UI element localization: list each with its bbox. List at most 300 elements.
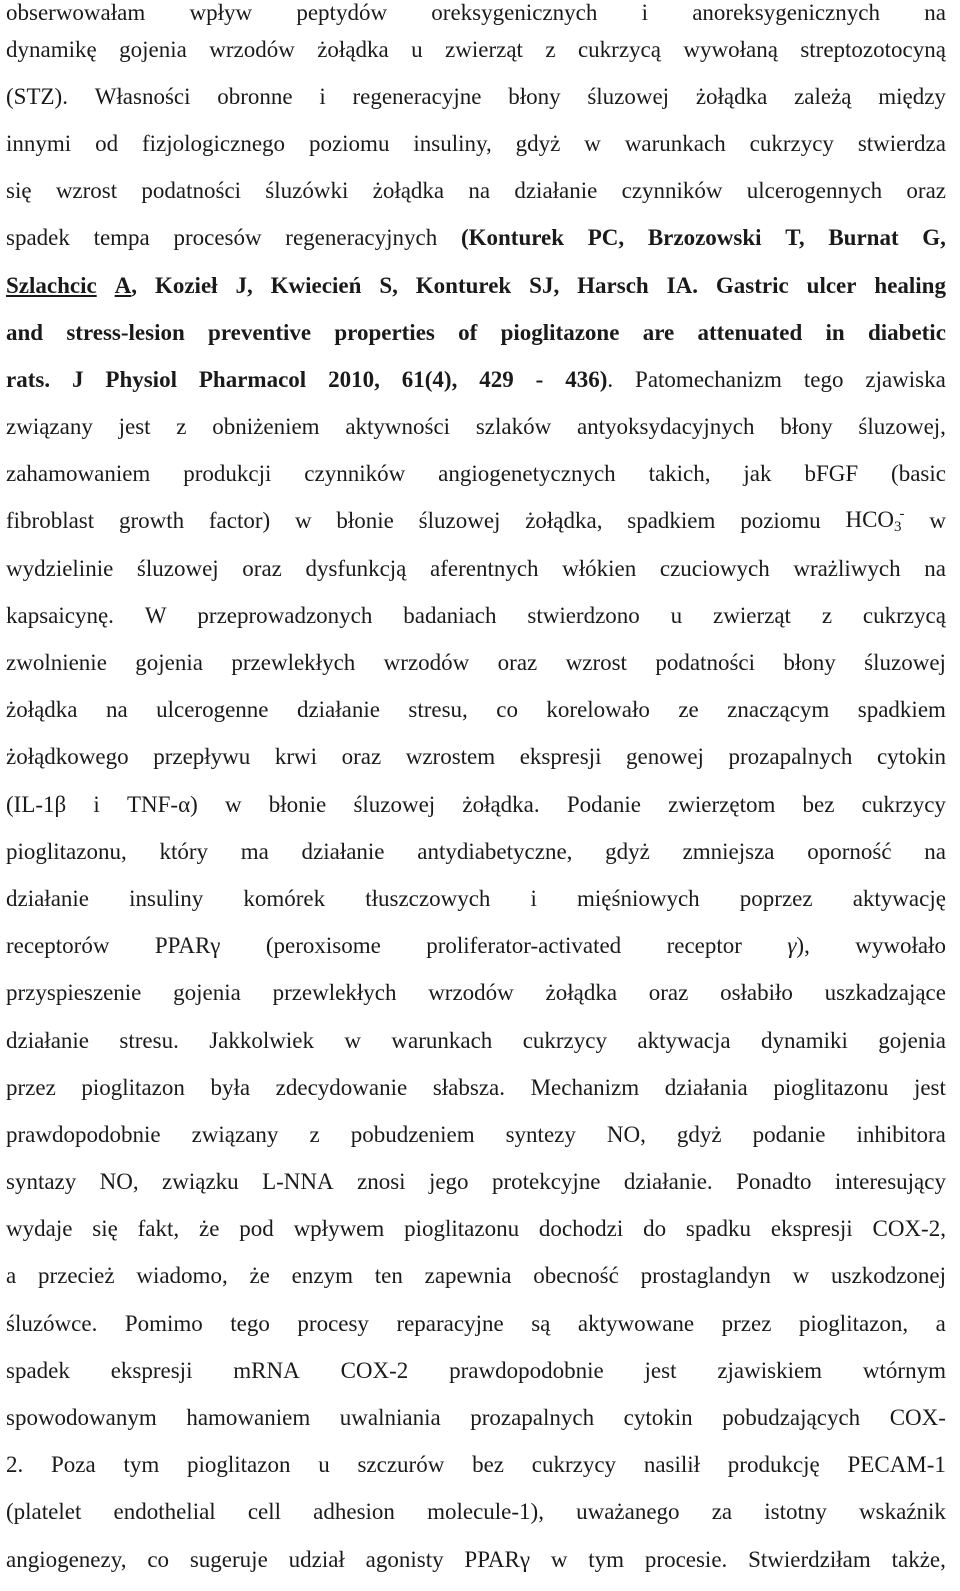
word [94, 225, 150, 251]
word [155, 273, 218, 299]
word [713, 603, 791, 629]
word [848, 1452, 946, 1478]
word [433, 1075, 505, 1101]
text-run: regeneracyjnych [285, 225, 438, 251]
text-run: pobudzających [722, 1405, 861, 1431]
word [125, 1311, 203, 1337]
text-line [6, 168, 946, 215]
text-run: a [935, 1310, 946, 1336]
text-line [6, 970, 946, 1017]
text-run: na [924, 838, 946, 864]
word [6, 1358, 70, 1384]
text-line [6, 828, 946, 875]
text-run: w [550, 1546, 568, 1572]
word [822, 603, 832, 629]
word [578, 1311, 694, 1337]
text-run: uszkadzające [824, 980, 946, 1006]
word [793, 556, 900, 582]
text-run: zapewnia [424, 1263, 512, 1289]
word [176, 414, 186, 440]
word [825, 980, 946, 1006]
word [119, 508, 184, 534]
text-run: szlaków [475, 414, 552, 440]
text-run: bFGF [804, 461, 859, 487]
word [643, 320, 675, 346]
text-run: spadkiem [857, 697, 946, 723]
word [624, 1169, 713, 1195]
text-run: żołądka [317, 36, 389, 62]
word [498, 650, 538, 676]
text-run: wzrostem [405, 744, 496, 770]
text-run: przecież [37, 1263, 115, 1289]
word [262, 1169, 334, 1195]
word [787, 933, 810, 959]
word [6, 886, 89, 912]
text-run: w [929, 508, 946, 534]
text-run: prawdopodobnie [6, 1121, 161, 1147]
text-run: Harsch [577, 272, 649, 298]
text-run: J [71, 366, 84, 392]
text-line [6, 215, 946, 262]
text-run: komórek [243, 885, 326, 911]
text-run: spadkiem [627, 508, 716, 534]
word [655, 650, 755, 676]
text-run: gdyż [515, 130, 561, 156]
text-run: ekspresji [519, 744, 602, 770]
word [137, 556, 219, 582]
text-line [6, 734, 946, 781]
text-line [6, 451, 946, 498]
text-run: PPARγ [154, 933, 221, 959]
word [764, 1499, 827, 1525]
text-run: jest [644, 1357, 677, 1383]
word [906, 178, 946, 204]
text-run: w [344, 1027, 361, 1053]
text-run: . [607, 366, 614, 392]
text-line [6, 404, 946, 451]
word [403, 603, 496, 629]
text-run: bez [802, 791, 835, 817]
text-run: także, [891, 1546, 946, 1572]
text-run: cukrzycy [531, 1452, 617, 1478]
text-run: ma [240, 838, 269, 864]
word [241, 839, 269, 865]
word [877, 744, 946, 770]
word [645, 1547, 727, 1573]
word [190, 1547, 268, 1573]
word [665, 1075, 748, 1101]
text-line [6, 875, 946, 922]
word [239, 1216, 274, 1242]
word [212, 414, 319, 440]
text-run: gojenia [173, 980, 241, 1006]
word [865, 367, 945, 393]
word [748, 1547, 871, 1573]
text-run: żołądka [545, 980, 618, 1006]
text-line [6, 498, 946, 545]
text-run: obserwowałam [6, 0, 146, 25]
word [753, 1122, 826, 1148]
text-run: interesujący [834, 1169, 946, 1195]
word [924, 0, 946, 26]
word [114, 1499, 216, 1525]
text-line [6, 1253, 946, 1300]
word [496, 697, 518, 723]
text-run: produkcję [727, 1452, 820, 1478]
text-run: 2. [6, 1452, 24, 1478]
text-run: fakt, [137, 1216, 180, 1242]
text-run: ekspresji [110, 1357, 193, 1383]
text-run: wiadomo, [136, 1263, 228, 1289]
text-run: uwalniania [339, 1405, 441, 1431]
text-run: na [105, 697, 128, 723]
word [546, 697, 649, 723]
text-run: proliferator-activated [426, 933, 622, 959]
word [717, 1358, 822, 1384]
word [728, 1452, 820, 1478]
text-run: czuciowych [659, 555, 770, 581]
text-run: działanie [296, 697, 380, 723]
word [425, 1263, 512, 1289]
text-run: prozapalnych [728, 744, 853, 770]
text-run: IA. [666, 272, 698, 298]
text-run: prozapalnych [470, 1405, 595, 1431]
text-run: oraz [341, 744, 382, 770]
word [197, 603, 372, 629]
word [807, 839, 891, 865]
word [872, 1216, 945, 1242]
word [6, 650, 107, 676]
text-run: procesy [297, 1310, 369, 1336]
text-run: błony [783, 650, 836, 676]
word [523, 1028, 607, 1054]
text-run: oreksygenicznych [431, 0, 598, 25]
text-run: 436) [565, 366, 608, 392]
text-run: dynamikę [6, 36, 97, 62]
word [525, 508, 602, 534]
text-run: ze [678, 697, 699, 723]
word [428, 980, 514, 1006]
text-run: ulcerogennych [746, 178, 883, 204]
text-run: ekspresji [770, 1216, 853, 1242]
word [562, 556, 636, 582]
word [6, 225, 70, 251]
text-run: hamowaniem [186, 1405, 311, 1431]
text-run: Stwierdziłam [748, 1546, 871, 1572]
word [660, 556, 770, 582]
word [577, 414, 755, 440]
word [807, 273, 857, 299]
word [119, 37, 187, 63]
text-run: wpływ [189, 0, 253, 25]
text-run: żołądka [6, 697, 78, 723]
word [6, 933, 109, 959]
text-run: od [95, 130, 119, 156]
word [863, 1358, 946, 1384]
text-run: związku [162, 1169, 239, 1195]
word [862, 792, 946, 818]
word [804, 367, 844, 393]
word [6, 744, 129, 770]
word [891, 461, 946, 487]
text-run: A [114, 272, 132, 298]
text-run: streptozotocyną [800, 36, 946, 62]
word [66, 320, 184, 346]
text-run: na [924, 0, 946, 25]
word [173, 225, 261, 251]
text-run: (basic [891, 461, 946, 487]
text-run: u [318, 1452, 330, 1478]
text-line [6, 262, 946, 309]
text-run: działanie [301, 838, 385, 864]
word [743, 461, 771, 487]
text-run: molecule-1), [427, 1499, 544, 1525]
text-run: PECAM-1 [847, 1452, 946, 1478]
word [209, 508, 270, 534]
word [391, 1028, 492, 1054]
text-run: Kozieł [154, 272, 218, 298]
text-run: u [670, 602, 683, 628]
text-run: Poza [51, 1452, 96, 1478]
text-run: receptor [666, 933, 742, 959]
text-run: Physiol [105, 366, 177, 392]
text-run: śluzowej [353, 791, 436, 817]
text-run: i [641, 0, 648, 25]
word [249, 1263, 269, 1289]
text-run: że [249, 1263, 270, 1289]
text-line [6, 1489, 946, 1536]
word [192, 1122, 279, 1148]
text-run: między [878, 83, 946, 109]
body-text [6, 0, 946, 1583]
word [874, 273, 946, 299]
text-run: jest [913, 1074, 946, 1100]
word [416, 273, 511, 299]
text-run: , [131, 272, 138, 298]
word [936, 1311, 946, 1337]
text-run: Konturek [415, 272, 512, 298]
word [508, 84, 560, 110]
text-run: działanie [6, 885, 90, 911]
text-run: and [6, 319, 44, 345]
text-run: tym [123, 1452, 160, 1478]
text-run: tym [588, 1546, 625, 1572]
word [667, 273, 698, 299]
word [476, 414, 551, 440]
text-run: wzrost [565, 650, 627, 676]
text-run: przewlekłych [231, 650, 356, 676]
word [470, 1405, 594, 1431]
word [142, 131, 285, 157]
word [643, 1216, 666, 1242]
word [533, 1263, 619, 1289]
text-run: pod [239, 1216, 274, 1242]
text-run: za [711, 1499, 733, 1525]
text-run: z [309, 1121, 320, 1147]
word [868, 320, 946, 346]
text-run: - [535, 366, 544, 392]
text-run: włókien [562, 555, 637, 581]
word [187, 1452, 290, 1478]
word [56, 178, 117, 204]
text-run: syntazy [6, 1169, 77, 1195]
text-run: prawdopodobnie [449, 1357, 604, 1383]
word [6, 1075, 56, 1101]
text-run: na [468, 178, 491, 204]
text-run: growth [118, 508, 185, 534]
word [527, 603, 639, 629]
text-run: udział [288, 1546, 345, 1572]
text-run: wrażliwych [793, 555, 901, 581]
word [520, 744, 602, 770]
text-run: wtórnym [862, 1357, 946, 1383]
superscript-text: - [899, 506, 905, 523]
word [761, 1028, 848, 1054]
word [6, 792, 66, 818]
word [302, 839, 385, 865]
text-run: wrzodów [383, 650, 470, 676]
text-run: czynników [621, 178, 723, 204]
word [648, 225, 762, 251]
word [845, 506, 904, 536]
word [683, 37, 778, 63]
text-run: badaniach [403, 602, 497, 628]
word [793, 1263, 810, 1289]
word [516, 131, 561, 157]
word [217, 84, 292, 110]
word [135, 650, 203, 676]
word [406, 744, 495, 770]
text-run: śluzowej, [858, 414, 946, 440]
word [736, 1169, 811, 1195]
text-run: obniżeniem [212, 414, 320, 440]
word [328, 367, 380, 393]
word [828, 225, 898, 251]
word [305, 556, 406, 582]
word [546, 980, 618, 1006]
text-run: stwierdza [857, 130, 946, 156]
text-run: Pharmacol [198, 366, 307, 392]
word [275, 744, 317, 770]
word [92, 1216, 118, 1242]
text-run: śluzówce. [6, 1310, 98, 1336]
text-run: z [176, 414, 187, 440]
word [159, 839, 208, 865]
text-run: korelowało [546, 697, 650, 723]
text-run: w [294, 508, 312, 534]
word [6, 367, 50, 393]
text-line [6, 0, 946, 26]
word [426, 933, 621, 959]
word [858, 131, 946, 157]
word [147, 1547, 169, 1573]
text-run: dysfunkcją [305, 555, 407, 581]
text-run: żołądka [695, 83, 768, 109]
word [878, 1028, 946, 1054]
word [127, 792, 198, 818]
word [438, 461, 616, 487]
word [858, 697, 946, 723]
text-run: śluzowej [864, 650, 946, 676]
text-run: reparacyjne [396, 1310, 504, 1336]
text-run: diabetic [867, 319, 946, 345]
text-run: nasilił [643, 1452, 701, 1478]
text-run: Szlachcic [6, 272, 97, 298]
word [6, 697, 78, 723]
word [266, 933, 381, 959]
text-run: cukrzycy [749, 130, 834, 156]
text-run: pioglitazonu, [6, 838, 127, 864]
text-run: Podanie [566, 791, 641, 817]
text-run: peptydów [296, 0, 388, 25]
word [785, 225, 804, 251]
word [292, 1263, 353, 1289]
text-run: W [144, 602, 167, 628]
word [740, 886, 813, 912]
text-run: NO, [99, 1169, 139, 1195]
word [155, 933, 221, 959]
text-run: przez [6, 1074, 56, 1100]
text-run: poprzez [739, 885, 813, 911]
text-run: pioglitazon [187, 1452, 291, 1478]
word [716, 273, 789, 299]
text-run: który [159, 838, 208, 864]
word [6, 839, 127, 865]
text-run: co [147, 1546, 170, 1572]
text-run: zwierząt [713, 602, 791, 628]
word [468, 178, 490, 204]
word [566, 650, 627, 676]
text-run: antydiabetyczne, [417, 838, 573, 864]
word [342, 744, 382, 770]
text-run: COX-2 [340, 1357, 409, 1383]
text-run: syntezy [505, 1121, 576, 1147]
text-run: regeneracyjne [352, 83, 482, 109]
word [6, 508, 94, 534]
word [336, 508, 394, 534]
text-run: że [198, 1216, 220, 1242]
text-run: genowej [626, 744, 704, 770]
text-run: G, [922, 225, 946, 251]
text-run: (platelet [6, 1499, 82, 1525]
text-run: T, [785, 225, 805, 251]
word [365, 886, 490, 912]
word [269, 792, 327, 818]
text-run: NO, [606, 1121, 646, 1147]
word [536, 367, 544, 393]
word [208, 320, 311, 346]
text-run: receptorów [6, 933, 110, 959]
word [637, 1028, 730, 1054]
text-run: jego [428, 1169, 469, 1195]
text-line [6, 1536, 946, 1583]
word [6, 1311, 97, 1337]
text-run: cukrzycy [522, 1027, 607, 1053]
word [6, 414, 93, 440]
text-run: endothelial [113, 1499, 216, 1525]
text-run: śluzowej [587, 83, 670, 109]
text-run: oraz [906, 178, 946, 204]
word [531, 886, 537, 912]
text-run: pioglitazon [81, 1074, 185, 1100]
text-run: pobudzeniem [350, 1121, 475, 1147]
text-run: zwierząt [445, 36, 523, 62]
word [668, 792, 775, 818]
text-line [6, 1111, 946, 1158]
text-run: enzym [291, 1263, 353, 1289]
word [243, 886, 325, 912]
word [411, 37, 423, 63]
